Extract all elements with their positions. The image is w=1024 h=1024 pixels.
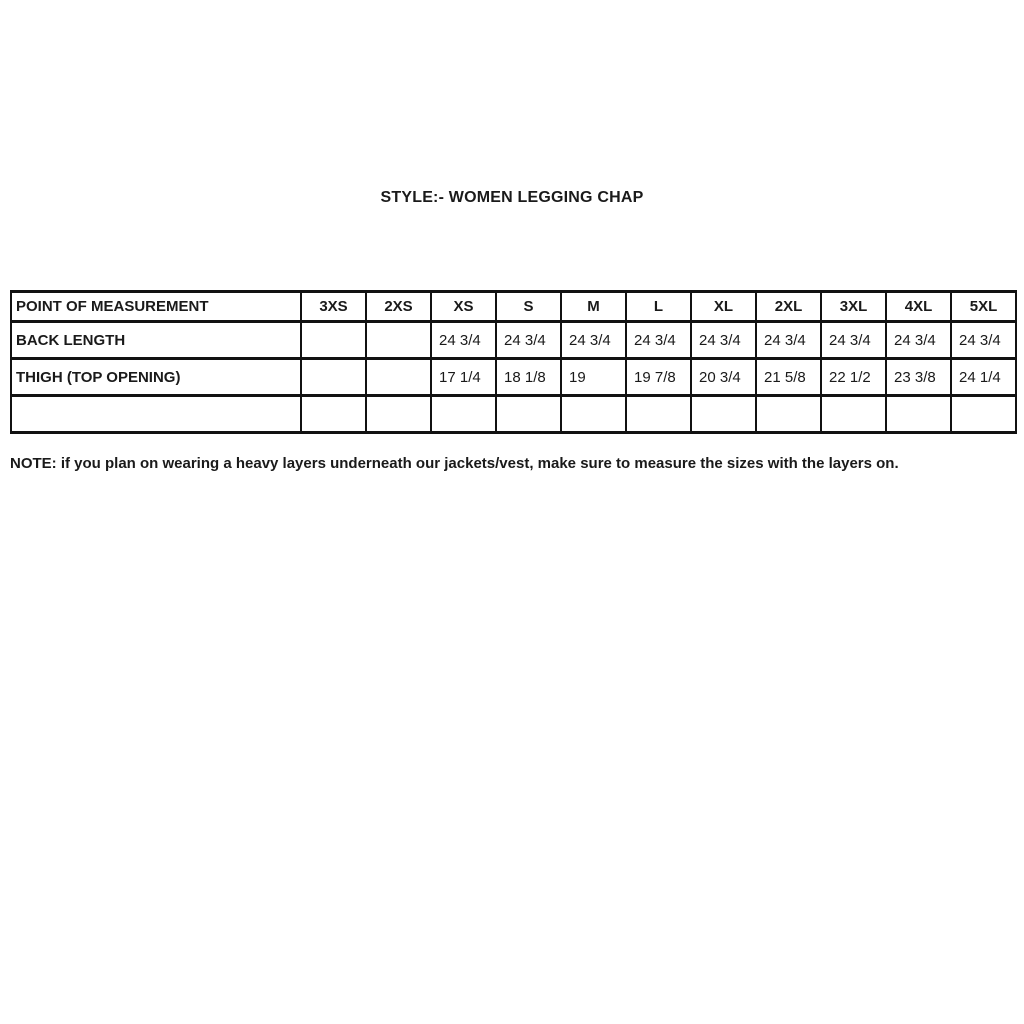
measurement-cell	[301, 359, 366, 396]
measurement-cell	[626, 396, 691, 433]
size-chart-table	[10, 290, 1017, 434]
column-header-size: M	[561, 292, 626, 322]
measurement-cell: 19 7/8	[626, 359, 691, 396]
column-header-size: 2XL	[756, 292, 821, 322]
column-header-size: 3XL	[821, 292, 886, 322]
measurement-cell: 24 1/4	[951, 359, 1016, 396]
measurement-cell: 24 3/4	[561, 322, 626, 359]
measurement-cell	[951, 396, 1016, 433]
measurement-cell: 24 3/4	[691, 322, 756, 359]
note-text: NOTE: if you plan on wearing a heavy layers underneath our jackets/vest, make sure to measure the sizes with the layers on.	[10, 455, 899, 472]
style-title: STYLE:- WOMEN LEGGING CHAP	[380, 189, 644, 206]
column-header-size: S	[496, 292, 561, 322]
table-row	[11, 396, 1016, 433]
measurement-cell	[301, 322, 366, 359]
measurement-cell: 24 3/4	[886, 322, 951, 359]
measurement-cell: 19	[561, 359, 626, 396]
measurement-cell: 24 3/4	[951, 322, 1016, 359]
measurement-cell	[561, 396, 626, 433]
measurement-cell	[366, 359, 431, 396]
row-label	[11, 396, 301, 433]
table-row	[11, 359, 1016, 396]
row-label: THIGH (TOP OPENING)	[11, 359, 301, 396]
measurement-cell: 24 3/4	[431, 322, 496, 359]
measurement-cell: 17 1/4	[431, 359, 496, 396]
column-header-size: XS	[431, 292, 496, 322]
column-header-size: 4XL	[886, 292, 951, 322]
column-header-size: 2XS	[366, 292, 431, 322]
column-header-measurement: POINT OF MEASUREMENT	[11, 292, 301, 322]
measurement-cell: 18 1/8	[496, 359, 561, 396]
column-header-size: L	[626, 292, 691, 322]
measurement-cell: 21 5/8	[756, 359, 821, 396]
measurement-cell	[756, 396, 821, 433]
header-row	[11, 292, 1016, 322]
measurement-cell: 23 3/8	[886, 359, 951, 396]
measurement-cell: 24 3/4	[496, 322, 561, 359]
measurement-cell	[301, 396, 366, 433]
column-header-size: XL	[691, 292, 756, 322]
measurement-cell	[886, 396, 951, 433]
measurement-cell	[366, 396, 431, 433]
measurement-cell: 20 3/4	[691, 359, 756, 396]
measurement-cell: 22 1/2	[821, 359, 886, 396]
measurement-cell	[496, 396, 561, 433]
measurement-cell	[821, 396, 886, 433]
measurement-cell: 24 3/4	[756, 322, 821, 359]
column-header-size: 5XL	[951, 292, 1016, 322]
measurement-cell	[431, 396, 496, 433]
measurement-cell: 24 3/4	[821, 322, 886, 359]
table-row	[11, 322, 1016, 359]
measurement-cell: 24 3/4	[626, 322, 691, 359]
row-label: BACK LENGTH	[11, 322, 301, 359]
table-body	[11, 322, 1016, 433]
measurement-cell	[366, 322, 431, 359]
column-header-size: 3XS	[301, 292, 366, 322]
measurement-cell	[691, 396, 756, 433]
